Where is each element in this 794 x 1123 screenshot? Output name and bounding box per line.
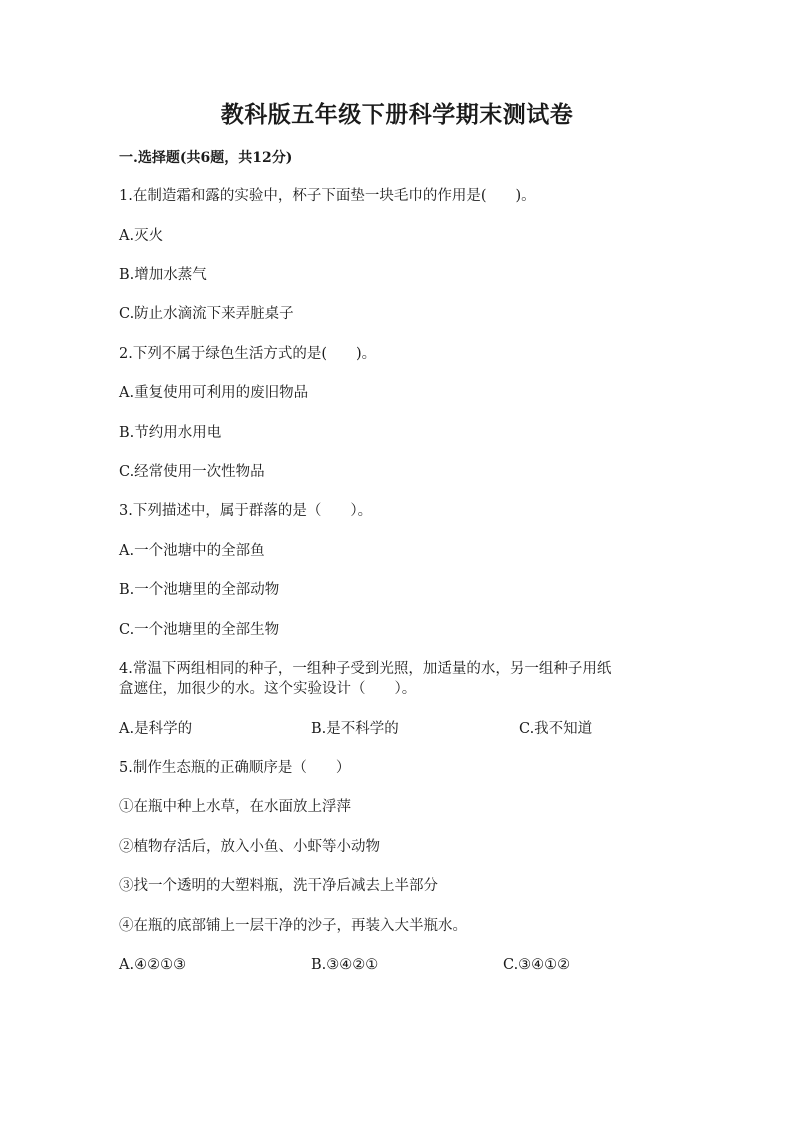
question-3-stem: 3.下列描述中，属于群落的是（ ）。 — [119, 503, 373, 519]
question-2-option-a: A.重复使用可利用的废旧物品 — [119, 385, 309, 401]
question-2-stem: 2.下列不属于绿色生活方式的是( )。 — [119, 346, 377, 362]
question-1-stem: 1.在制造霜和露的实验中，杯子下面垫一块毛巾的作用是( )。 — [119, 188, 536, 204]
question-2-option-b: B.节约用水用电 — [119, 425, 222, 441]
question-3-option-a: A.一个池塘中的全部鱼 — [119, 543, 265, 559]
page-title: 教科版五年级下册科学期末测试卷 — [220, 101, 574, 128]
question-5-step-2: ②植物存活后，放入小鱼、小虾等小动物 — [119, 839, 380, 855]
question-5-option-a: A.④②①③ — [119, 957, 187, 973]
question-4-option-b: B.是不科学的 — [311, 721, 399, 737]
section-heading: 一.选择题(共6题，共12分) — [119, 150, 293, 166]
question-4-stem-line-2: 盒遮住，加很少的水。这个实验设计（ ）。 — [119, 681, 417, 697]
question-1-option-b: B.增加水蒸气 — [119, 267, 207, 283]
question-3-option-b: B.一个池塘里的全部动物 — [119, 582, 280, 598]
question-2-option-c: C.经常使用一次性物品 — [119, 464, 265, 480]
question-5-option-b: B.③④②① — [311, 957, 379, 973]
question-5-option-c: C.③④①② — [503, 957, 571, 973]
question-5-step-1: ①在瓶中种上水草，在水面放上浮萍 — [119, 799, 351, 815]
question-5-stem: 5.制作生态瓶的正确顺序是（ ） — [119, 760, 351, 776]
question-1-option-c: C.防止水滴流下来弄脏桌子 — [119, 306, 294, 322]
question-1-option-a: A.灭火 — [119, 228, 164, 244]
question-4-option-c: C.我不知道 — [519, 721, 593, 737]
question-3-option-c: C.一个池塘里的全部生物 — [119, 622, 280, 638]
question-4-stem-line-1: 4.常温下两组相同的种子，一组种子受到光照，加适量的水，另一组种子用纸 — [119, 661, 612, 677]
question-4-options — [119, 719, 679, 739]
question-5-step-3: ③找一个透明的大塑料瓶，洗干净后减去上半部分 — [119, 878, 438, 894]
question-4-option-a: A.是科学的 — [119, 721, 193, 737]
question-5-step-4: ④在瓶的底部铺上一层干净的沙子，再装入大半瓶水。 — [119, 918, 467, 934]
question-5-options — [119, 955, 679, 975]
